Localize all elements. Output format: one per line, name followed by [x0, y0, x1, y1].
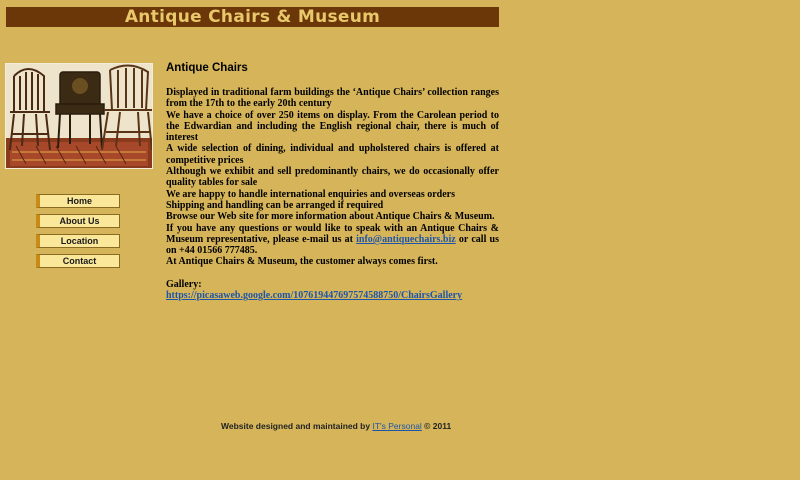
paragraph-contact [166, 223, 499, 257]
page-heading: Antique Chairs [166, 62, 248, 74]
antique-chairs-photo [5, 63, 153, 169]
paragraph-international: We are happy to handle international enquiries and overseas orders [166, 188, 455, 200]
nav-location-button[interactable]: Location [36, 234, 120, 248]
spacer [166, 268, 499, 279]
nav-about-us-button[interactable]: About Us [36, 214, 120, 228]
header-banner [6, 7, 499, 27]
site-title: Antique Chairs & Museum [124, 7, 381, 27]
main-content [166, 60, 499, 301]
main-navigation [36, 194, 120, 274]
paragraph-tables: Although we exhibit and sell predominantly chairs, we do occasionally offer quality tables for sale [166, 166, 499, 189]
paragraph-selection: A wide selection of dining, individual and upholstered chairs is offered at competitive prices [166, 143, 499, 166]
gallery-link[interactable]: https://picasaweb.google.com/107619447697574588750/ChairsGallery [166, 290, 463, 302]
paragraph-choice: We have a choice of over 250 items on display. From the Carolean period to the Edwardian and including the English regional chair, there is much of interest [166, 109, 499, 144]
footer-text-pre: Website designed and maintained by [221, 421, 373, 431]
contact-text-post: or call us on +44 01566 777485. [166, 233, 499, 257]
gallery-label: Gallery: [166, 278, 202, 290]
nav-contact-button[interactable]: Contact [36, 254, 120, 268]
footer-designer-link[interactable]: IT's Personal [372, 421, 422, 431]
paragraph-shipping: Shipping and handling can be arranged if required [166, 199, 384, 211]
email-link[interactable]: info@antiquechairs.biz [356, 233, 456, 245]
nav-home-button[interactable]: Home [36, 194, 120, 208]
paragraph-closing: At Antique Chairs & Museum, the customer always comes first. [166, 256, 438, 268]
paragraph-browse: Browse our Web site for more information about Antique Chairs & Museum. [166, 211, 495, 223]
paragraph-collection: Displayed in traditional farm buildings the ‘Antique Chairs’ collection ranges from the 17th to the early 20th century [166, 87, 499, 110]
footer [221, 421, 521, 431]
gallery-row [166, 290, 499, 301]
contact-text-pre: If you have any questions or would like to speak with an Antique Chairs & Museum representative, please e-mail us at [166, 222, 499, 245]
footer-text-post: © 2011 [421, 421, 452, 431]
